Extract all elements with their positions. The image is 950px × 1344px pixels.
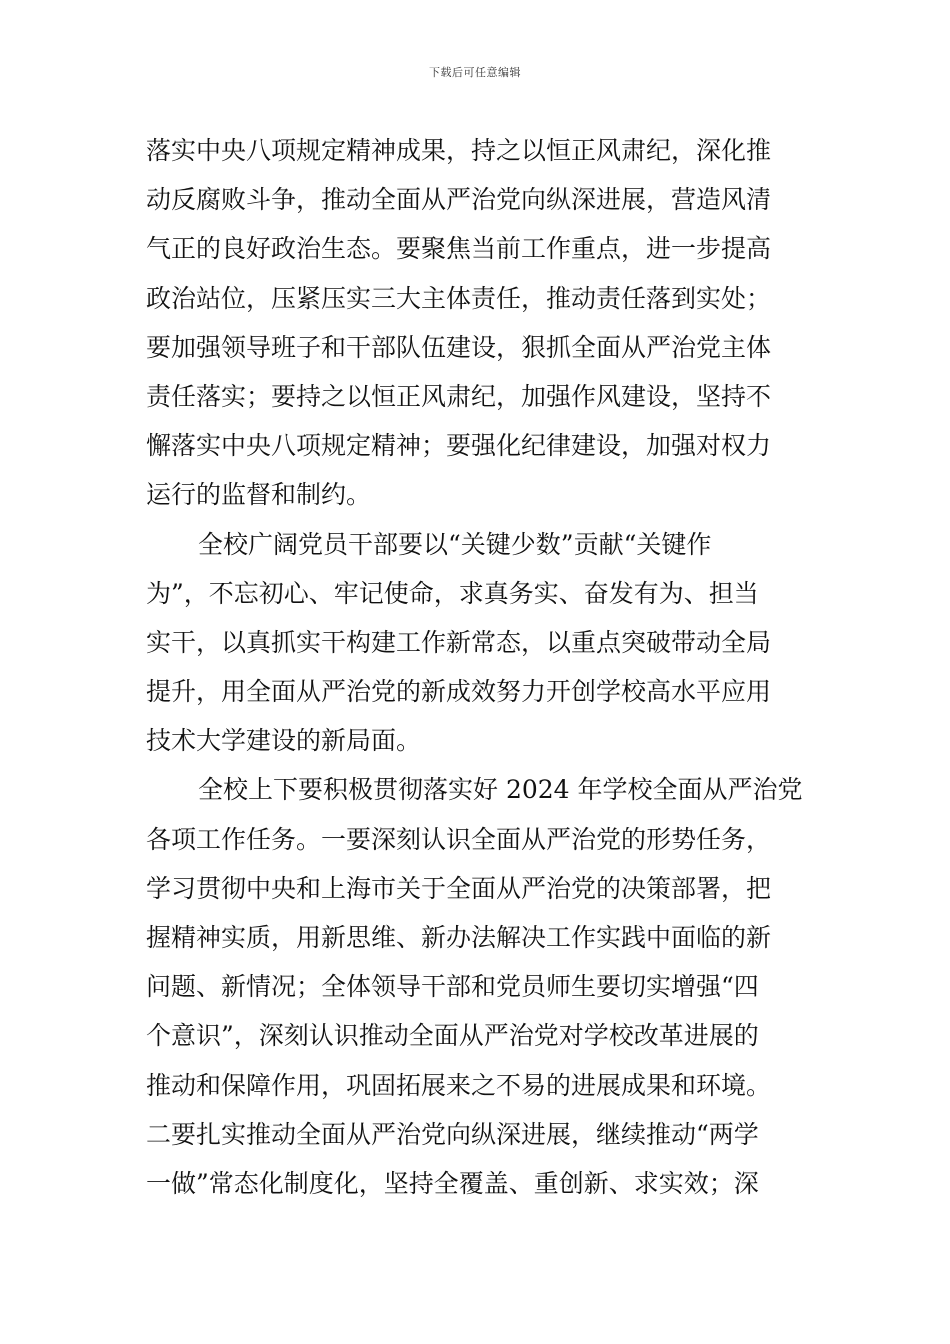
text-line: 各项工作任务。一要深刻认识全面从严治党的形势任务， (146, 824, 772, 854)
text-line: 一做”常态化制度化，坚持全覆盖、重创新、求实效；深 (146, 1168, 759, 1198)
text-line: 二要扎实推动全面从严治党向纵深进展，继续推动“两学 (146, 1119, 759, 1149)
text-line: 政治站位，压紧压实三大主体责任，推动责任落到实处； (146, 283, 772, 313)
text-line: 懈落实中央八项规定精神；要强化纪律建设，加强对权力 (146, 431, 772, 461)
body-text (146, 126, 810, 1208)
text-line: 全校上下要积极贯彻落实好 2024 年学校全面从严治党 (198, 775, 803, 805)
text-line: 提升，用全面从严治党的新成效努力开创学校高水平应用 (146, 677, 772, 707)
text-line: 问题、新情况；全体领导干部和党员师生要切实增强“四 (146, 972, 759, 1002)
text-line: 实干，以真抓实干构建工作新常态，以重点突破带动全局 (146, 627, 772, 657)
text-line: 握精神实质，用新思维、新办法解决工作实践中面临的新 (146, 923, 772, 952)
paragraph-1 (146, 126, 810, 520)
text-line: 全校广阔党员干部要以“关键少数”贡献“关键作 (198, 529, 712, 559)
paragraph-3 (146, 765, 810, 1208)
text-line: 运行的监督和制约。 (146, 480, 372, 510)
paragraph-2 (146, 520, 810, 766)
text-line: 落实中央八项规定精神成果，持之以恒正风肃纪，深化推 (146, 136, 772, 165)
text-line: 为”，不忘初心、牢记使命，求真务实、奋发有为、担当 (146, 578, 759, 608)
text-line: 要加强领导班子和干部队伍建设，狠抓全面从严治党主体 (146, 332, 772, 362)
text-line: 技术大学建设的新局面。 (146, 726, 422, 756)
text-line: 气正的良好政治生态。要聚焦当前工作重点，进一步提高 (146, 234, 772, 264)
text-line: 推动和保障作用，巩固拓展来之不易的进展成果和环境。 (146, 1070, 772, 1100)
text-line: 动反腐败斗争，推动全面从严治党向纵深进展，营造风清 (146, 185, 772, 215)
text-line: 责任落实；要持之以恒正风肃纪，加强作风建设，坚持不 (146, 381, 772, 411)
page-header: 下载后可任意编辑 (429, 66, 521, 79)
text-line: 学习贯彻中央和上海市关于全面从严治党的决策部署，把 (146, 873, 772, 903)
text-line: 个意识”，深刻认识推动全面从严治党对学校改革进展的 (146, 1021, 759, 1051)
